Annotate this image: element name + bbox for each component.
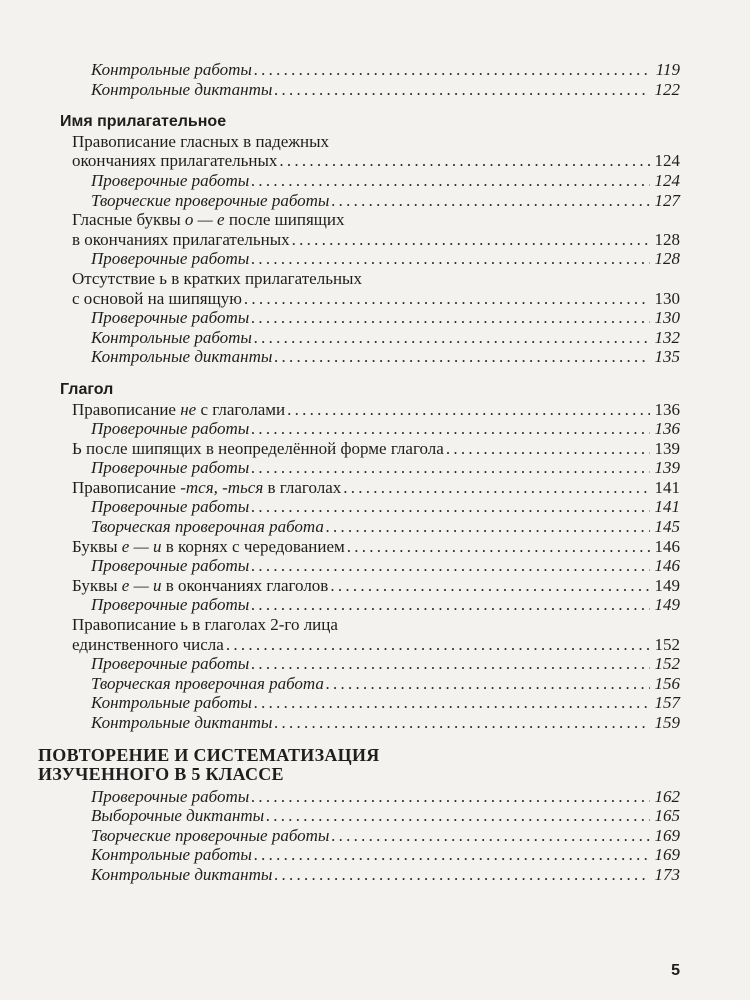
dot-leader xyxy=(266,806,650,826)
toc-entry-page: 169 xyxy=(654,825,680,845)
toc-entry-title: Правописание -тся, -ться в глаголах xyxy=(72,477,342,497)
dot-leader xyxy=(251,787,650,807)
toc-entry-page: 165 xyxy=(654,806,680,826)
toc-entry-page: 135 xyxy=(654,347,680,367)
toc-entry xyxy=(38,308,680,328)
toc-entry-title: Ь после шипящих в неопределённой форме глагола xyxy=(72,438,444,458)
toc-entry xyxy=(38,171,680,191)
dot-leader xyxy=(251,249,650,269)
toc-entry-page: 146 xyxy=(654,556,680,576)
toc-entry-page: 130 xyxy=(654,288,680,308)
dot-leader xyxy=(254,328,650,348)
toc-entry xyxy=(38,713,680,733)
toc-entry-page: 173 xyxy=(654,864,680,884)
toc-topic-line: Правописание ь в глаголах 2-го лица xyxy=(72,615,338,635)
toc-entry-title: в окончаниях прилагательных xyxy=(72,229,290,249)
toc-entry-title: Контрольные диктанты xyxy=(91,347,273,367)
dot-leader xyxy=(254,60,650,80)
toc-entry-page: 136 xyxy=(654,419,680,439)
toc-entry-page: 141 xyxy=(654,497,680,517)
dot-leader xyxy=(254,845,650,865)
dot-leader xyxy=(347,537,650,557)
toc-entry-title: Проверочные работы xyxy=(91,786,250,806)
toc-entry-title: Буквы е — и в корнях с чередованием xyxy=(72,536,345,556)
toc-entry-page: 127 xyxy=(654,190,680,210)
toc-entry-page: 149 xyxy=(654,575,680,595)
dot-leader xyxy=(274,713,650,733)
toc-entry xyxy=(38,674,680,694)
dot-leader xyxy=(287,400,650,420)
toc-entry-page: 139 xyxy=(654,438,680,458)
toc-entry xyxy=(38,419,680,439)
toc-entry-title: Проверочные работы xyxy=(91,458,250,478)
toc-entry-title: Проверочные работы xyxy=(91,170,250,190)
dot-leader xyxy=(251,419,650,439)
toc-entry xyxy=(38,478,680,498)
toc-entry xyxy=(38,693,680,713)
dot-leader xyxy=(326,674,650,694)
toc-entry xyxy=(38,517,680,537)
toc-entry-page: 119 xyxy=(655,60,680,79)
dot-leader xyxy=(226,635,650,655)
toc-entry xyxy=(38,635,680,655)
toc-entry xyxy=(38,654,680,674)
toc-entry xyxy=(38,576,680,596)
toc-entry xyxy=(38,347,680,367)
dot-leader xyxy=(251,497,650,517)
toc-topic-line: Правописание гласных в падежных xyxy=(72,131,330,151)
toc-entry-page: 136 xyxy=(654,399,680,419)
toc-entry-page: 152 xyxy=(654,634,680,654)
dot-leader xyxy=(251,595,650,615)
toc-entry-title: Контрольные работы xyxy=(91,60,252,79)
toc-entry xyxy=(38,289,680,309)
toc-entry-page: 152 xyxy=(654,654,680,674)
dot-leader xyxy=(254,693,650,713)
dot-leader xyxy=(326,517,650,537)
dot-leader xyxy=(343,478,650,498)
toc-entry xyxy=(38,556,680,576)
dot-leader xyxy=(292,230,650,250)
toc-entry xyxy=(38,249,680,269)
section-title-review-line2: ИЗУЧЕННОГО В 5 КЛАССЕ xyxy=(38,763,284,784)
dot-leader xyxy=(331,826,650,846)
toc-entry xyxy=(38,80,680,100)
toc-entry-title: Выборочные диктанты xyxy=(91,806,265,826)
toc-entry xyxy=(38,787,680,807)
toc-entry xyxy=(38,458,680,478)
toc-entry-title: Правописание не с глаголами xyxy=(72,399,286,419)
toc-entry xyxy=(38,806,680,826)
dot-leader xyxy=(251,458,650,478)
dot-leader xyxy=(446,439,650,459)
dot-leader xyxy=(274,80,650,100)
toc-entry-title: Творческие проверочные работы xyxy=(91,825,330,845)
toc-topic-line: Гласные буквы о — е после шипящих xyxy=(72,210,345,230)
toc-entry-title: Буквы е — и в окончаниях глаголов xyxy=(72,575,329,595)
toc-entry-page: 128 xyxy=(654,249,680,269)
toc-entry-title: с основой на шипящую xyxy=(72,288,242,308)
toc-entry xyxy=(38,845,680,865)
toc-entry-title: Творческая проверочная работа xyxy=(91,517,324,537)
toc-entry-page: 139 xyxy=(654,458,680,478)
toc-entry xyxy=(38,151,680,171)
toc-entry-page: 145 xyxy=(654,517,680,537)
toc-entry xyxy=(38,826,680,846)
table-of-contents xyxy=(38,60,680,885)
toc-entry-title: единственного числа xyxy=(72,634,224,654)
toc-entry-title: Творческая проверочная работа xyxy=(91,673,324,693)
toc-entry-page: 124 xyxy=(654,170,680,190)
toc-entry-title: Проверочные работы xyxy=(91,595,250,615)
italic-letters: о — е xyxy=(184,210,225,230)
toc-entry-page: 124 xyxy=(654,151,680,171)
toc-entry-page: 132 xyxy=(654,327,680,347)
toc-entry-title: Творческие проверочные работы xyxy=(91,190,330,210)
dot-leader xyxy=(244,289,650,309)
toc-entry-page: 146 xyxy=(654,536,680,556)
toc-entry-page: 157 xyxy=(654,693,680,713)
toc-entry xyxy=(38,328,680,348)
toc-entry-title: Проверочные работы xyxy=(91,497,250,517)
toc-entry xyxy=(38,230,680,250)
toc-entry xyxy=(38,439,680,459)
dot-leader xyxy=(251,654,650,674)
toc-entry-title: Контрольные работы xyxy=(91,845,252,865)
section-heading-adjective: Имя прилагательное xyxy=(60,113,227,131)
section-title-review: ПОВТОРЕНИЕ И СИСТЕМАТИЗАЦИЯ xyxy=(38,744,380,765)
toc-entry-page: 149 xyxy=(654,595,680,615)
toc-entry-page: 159 xyxy=(654,713,680,732)
page-number: 5 xyxy=(671,962,680,979)
dot-leader xyxy=(251,556,650,576)
section-heading-verb: Глагол xyxy=(60,380,114,398)
toc-topic-line: Отсутствие ь в кратких прилагательных xyxy=(72,268,362,288)
toc-entry xyxy=(38,60,680,80)
toc-entry-title: Проверочные работы xyxy=(91,308,250,328)
toc-entry-page: 128 xyxy=(654,229,680,249)
dot-leader xyxy=(331,191,650,211)
toc-entry-page: 122 xyxy=(654,79,680,99)
dot-leader xyxy=(274,865,650,885)
toc-entry-page: 169 xyxy=(654,845,680,865)
dot-leader xyxy=(330,576,650,596)
toc-entry-page: 130 xyxy=(654,308,680,328)
toc-entry xyxy=(38,497,680,517)
dot-leader xyxy=(279,151,650,171)
dot-leader xyxy=(274,347,650,367)
toc-entry-title: Контрольные диктанты xyxy=(91,864,273,884)
toc-entry xyxy=(38,400,680,420)
toc-entry-title: Проверочные работы xyxy=(91,249,250,269)
toc-entry-title: Проверочные работы xyxy=(91,654,250,674)
toc-entry-title: окончаниях прилагательных xyxy=(72,151,278,171)
toc-entry-title: Проверочные работы xyxy=(91,556,250,576)
toc-entry xyxy=(38,595,680,615)
toc-entry-title: Контрольные работы xyxy=(91,327,252,347)
toc-entry xyxy=(38,191,680,211)
dot-leader xyxy=(251,171,650,191)
dot-leader xyxy=(251,308,650,328)
toc-entry-title: Контрольные диктанты xyxy=(91,79,273,99)
toc-entry xyxy=(38,865,680,885)
toc-entry-title: Контрольные работы xyxy=(91,693,252,713)
toc-entry-title: Проверочные работы xyxy=(91,419,250,439)
toc-entry-page: 162 xyxy=(654,786,680,806)
toc-entry-title: Контрольные диктанты xyxy=(91,713,273,732)
toc-entry xyxy=(38,537,680,557)
toc-entry-page: 141 xyxy=(654,477,680,497)
toc-entry-page: 156 xyxy=(654,673,680,693)
